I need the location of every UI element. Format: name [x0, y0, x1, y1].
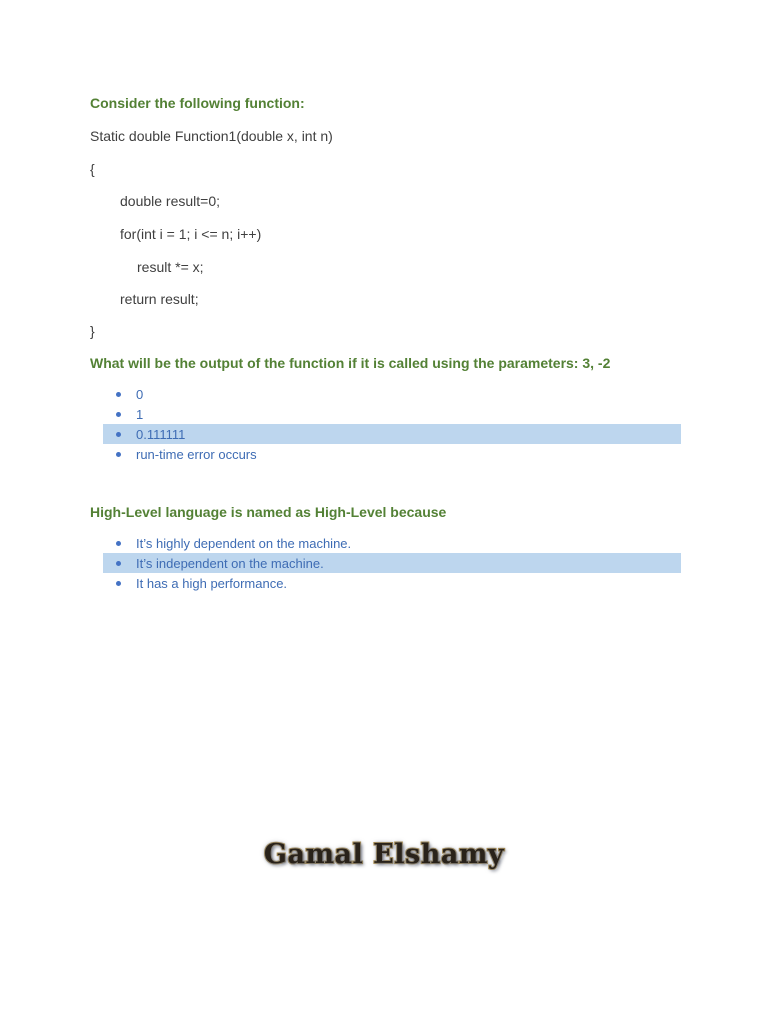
bullet-icon: [116, 561, 121, 566]
option-label: 0.111111: [136, 426, 186, 442]
option-label: It’s independent on the machine.: [136, 555, 324, 571]
option-row: [103, 384, 681, 404]
question1-option-list: [103, 384, 681, 464]
option-row: [103, 444, 681, 464]
question2-option-list: [103, 533, 681, 593]
question2-heading: High-Level language is named as High-Level because: [90, 504, 447, 520]
section1-heading: Consider the following function:: [90, 95, 305, 111]
option-label: 0: [136, 386, 144, 402]
code-line-declare: double result=0;: [120, 193, 221, 209]
bullet-icon: [116, 541, 121, 546]
option-label: 1: [136, 406, 144, 422]
option-row: [103, 573, 681, 593]
code-line-open-brace: {: [90, 161, 95, 177]
bullet-icon: [116, 581, 121, 586]
option-row-highlighted: [103, 424, 681, 444]
option-label: It’s highly dependent on the machine.: [136, 535, 352, 551]
bullet-icon: [116, 432, 121, 437]
footer-logo: [0, 840, 768, 870]
code-line-for-loop: for(int i = 1; i <= n; i++): [120, 226, 262, 242]
bullet-icon: [116, 392, 121, 397]
option-label: run-time error occurs: [136, 446, 257, 462]
code-line-multiply: result *= x;: [137, 259, 204, 275]
option-row: [103, 404, 681, 424]
bullet-icon: [116, 412, 121, 417]
bullet-icon: [116, 452, 121, 457]
logo-text: Gamal Elshamy: [263, 839, 505, 870]
option-row-highlighted: [103, 553, 681, 573]
option-row: [103, 533, 681, 553]
code-line-signature: Static double Function1(double x, int n): [90, 128, 333, 144]
code-line-return: return result;: [120, 291, 199, 307]
code-line-close-brace: }: [90, 323, 95, 339]
option-label: It has a high performance.: [136, 575, 288, 591]
question1-heading: What will be the output of the function if it is called using the parameters: 3, -2: [90, 355, 611, 371]
